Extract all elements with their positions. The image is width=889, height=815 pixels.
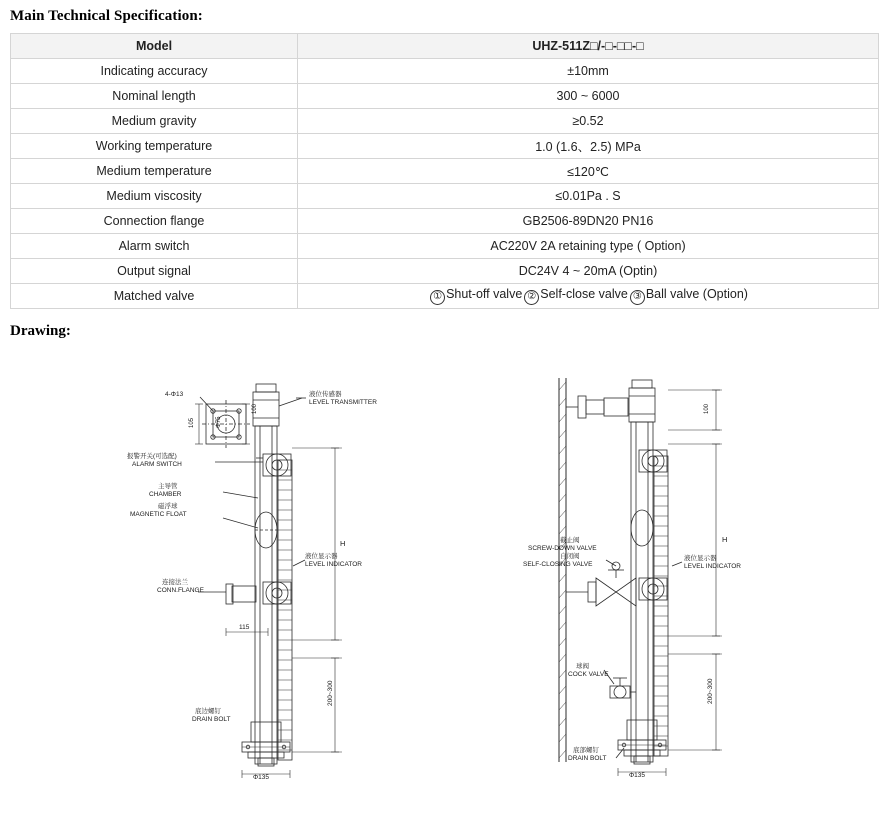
label-indicator-cn: 液位显示器	[684, 555, 717, 562]
label-alarm-switch-cn: 报警开关(可选配)	[127, 453, 177, 460]
label-self-closing-en: SELF-CLOSING VALVE	[523, 561, 593, 568]
matched-valve-text-1: Shut-off valve	[446, 287, 523, 301]
label-cock-cn: 球阀	[576, 663, 589, 670]
label-indicator-en: LEVEL INDICATOR	[684, 563, 741, 570]
circled-number-3: ③	[630, 290, 645, 305]
circled-number-2: ②	[524, 290, 539, 305]
row-value: 1.0 (1.6、2.5) MPa	[298, 134, 879, 159]
row-label: Output signal	[11, 259, 298, 284]
drawing-area	[10, 370, 879, 810]
row-value: ±10mm	[298, 59, 879, 84]
label-cock-en: COCK VALVE	[568, 671, 609, 678]
row-value: GB2506-89DN20 PN16	[298, 209, 879, 234]
label-level-transmitter-cn: 液位传感器	[309, 391, 342, 398]
header-label-cell: Model	[11, 34, 298, 59]
label-screw-down-en: SCREW-DOWN VALVE	[528, 545, 597, 552]
row-value: DC24V 4 ~ 20mA (Optin)	[298, 259, 879, 284]
header-value-cell: UHZ-511Z□/-□-□□-□	[298, 34, 879, 59]
label-chamber-en: CHAMBER	[149, 491, 182, 498]
label-dim-100: 100	[704, 403, 710, 414]
table-row	[11, 59, 879, 84]
table-row	[11, 84, 879, 109]
table-row	[11, 109, 879, 134]
matched-valve-text-2: Self-close valve	[540, 287, 628, 301]
label-drain-en: DRAIN BOLT	[192, 716, 231, 723]
label-drain-cn: 底部螺钉	[573, 747, 599, 754]
row-label: Medium gravity	[11, 109, 298, 134]
right-drawing-labels	[523, 403, 741, 779]
label-dim-d135: Φ135	[629, 772, 646, 779]
label-dim-d135: Φ135	[253, 774, 270, 781]
row-value: ≥0.52	[298, 109, 879, 134]
label-indicator-cn: 液位显示器	[305, 553, 338, 560]
specification-table	[10, 33, 879, 309]
row-label: Alarm switch	[11, 234, 298, 259]
matched-valve-text-3: Ball valve (Option)	[645, 287, 748, 301]
row-label: Nominal length	[11, 84, 298, 109]
table-body	[11, 34, 879, 309]
label-alarm-switch-en: ALARM SWITCH	[132, 461, 182, 468]
table-row	[11, 159, 879, 184]
circled-number-1: ①	[430, 290, 445, 305]
technical-drawing-svg	[10, 370, 879, 810]
drawing-section-title: Drawing:	[10, 323, 71, 339]
label-dim-H: H	[340, 539, 346, 548]
row-label: Working temperature	[11, 134, 298, 159]
label-float-en: MAGNETIC FLOAT	[130, 511, 187, 518]
label-dim-200-300: 200~300	[327, 680, 334, 706]
row-label: Medium viscosity	[11, 184, 298, 209]
table-row	[11, 234, 879, 259]
label-screw-down-cn: 截止阀	[560, 537, 580, 544]
row-value: ≤0.01Pa . S	[298, 184, 879, 209]
label-flange-en: CONN.FLANGE	[157, 587, 204, 594]
row-label: Medium temperature	[11, 159, 298, 184]
table-row	[11, 134, 879, 159]
label-level-transmitter-en: LEVEL TRANSMITTER	[309, 399, 377, 406]
label-float-cn: 磁浮球	[158, 503, 178, 510]
label-chamber-cn: 主导管	[158, 483, 178, 490]
label-indicator-en: LEVEL INDICATOR	[305, 561, 362, 568]
page-title: Main Technical Specification:	[10, 8, 203, 24]
row-value: ≤120℃	[298, 159, 879, 184]
row-value: 300 ~ 6000	[298, 84, 879, 109]
table-row	[11, 284, 879, 309]
label-dim-105: 105	[189, 417, 195, 428]
row-value: AC220V 2A retaining type ( Option)	[298, 234, 879, 259]
table-row	[11, 209, 879, 234]
table-row	[11, 184, 879, 209]
row-label: Matched valve	[11, 284, 298, 309]
table-header-row	[11, 34, 879, 59]
label-drain-cn: 底边螺钉	[195, 708, 221, 715]
label-self-closing-cn: 自闭阀	[560, 553, 580, 560]
right-assembly-drawing	[559, 378, 722, 776]
row-label: Indicating accuracy	[11, 59, 298, 84]
label-dim-H: H	[722, 535, 728, 544]
label-flange-cn: 连接法兰	[162, 579, 188, 586]
label-holes: 4-Φ13	[165, 391, 184, 398]
row-value-matched-valve	[298, 284, 879, 309]
label-dim-100: 100	[252, 403, 258, 414]
label-dim-115: 115	[239, 624, 250, 631]
label-dim-200-300: 200~300	[707, 678, 714, 704]
row-label: Connection flange	[11, 209, 298, 234]
label-drain-en: DRAIN BOLT	[568, 755, 607, 762]
label-dim-75: Φ75	[216, 416, 222, 428]
table-row	[11, 259, 879, 284]
